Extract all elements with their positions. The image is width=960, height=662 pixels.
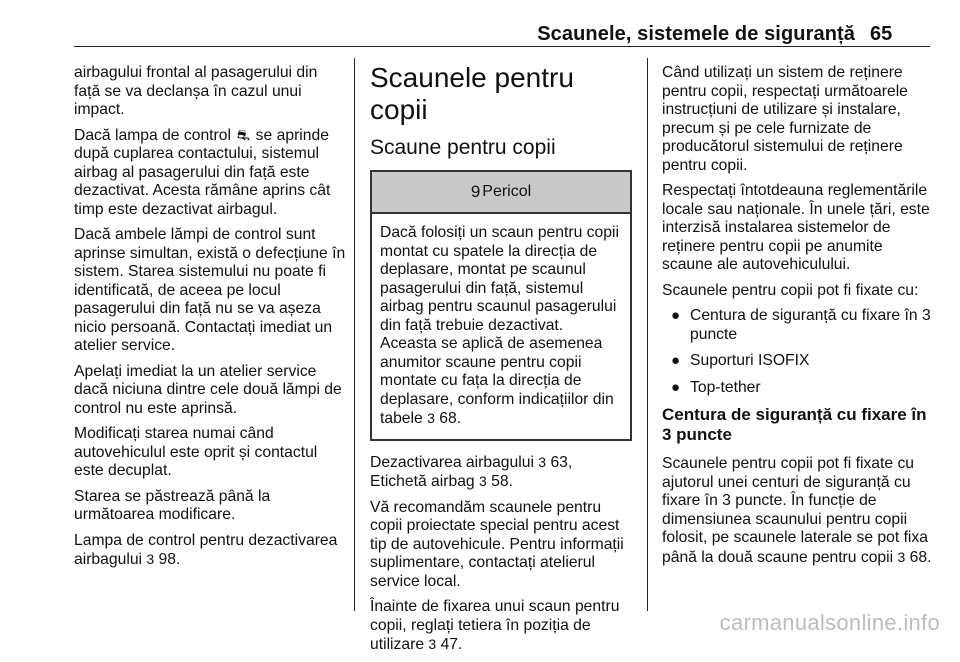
paragraph: Dezactivarea airbagului 3 63, Etichetă airbag 3 58. [370,453,573,490]
airbag-off-icon: ⛐ [236,126,250,144]
paragraph: Starea se păstrează până la următoarea modificare. [74,487,271,523]
bullet-icon: ● [671,378,681,396]
warning-icon: 9 [470,181,481,201]
page-reference-link[interactable]: 3 68. [897,548,932,566]
paragraph: Scaunele pentru copii pot fi fixate cu: [662,281,919,299]
reference-arrow-icon: 3 [897,548,906,565]
reference-arrow-icon: 3 [428,636,437,652]
bullet-list [662,307,932,397]
subsection-heading: Centura de siguranță cu fixare în 3 puncte [662,405,927,444]
bullet-icon: ● [671,352,681,369]
running-header-title: Scaunele, sistemele de siguranță [537,23,855,45]
page-number: 65 [870,23,893,45]
danger-title: Pericol [482,182,532,200]
reference-arrow-icon: 3 [146,551,155,567]
column-right [662,64,932,574]
page-reference-link[interactable]: 3 63, [538,453,573,471]
reference-arrow-icon: 3 [538,453,547,470]
page-reference-link[interactable]: 3 58. [479,473,513,490]
paragraph: Scaunele pentru copii pot fi fixate cu ajutorul unei centuri de siguranță cu fixare în 3 puncte. În funcție de dimensiunea scaunului pentru copii folosit, pe scaunele laterale se pot fixa până la două scaune pentru copii 3 68. [662,455,932,566]
page-reference-link[interactable]: 3 98. [146,551,181,568]
paragraph: Vă recomandăm scaunele pentru copii proiectate special pentru acest tip de autovehicule. Pentru informații suplimentare, contactați atelierul service local. [370,498,624,590]
column-divider-2 [647,58,648,611]
list-item: ● Suporturi ISOFIX [671,352,810,369]
paragraph: Respectați întotdeauna reglementările locale sau naționale. În unele țări, este interzisă instalarea sistemelor de reținere pentru copii pe anumite scaune ale autovehiculului. [662,182,930,273]
reference-arrow-icon: 3 [479,473,487,489]
column-left [74,64,346,577]
header-rule [74,46,930,47]
paragraph: Înainte de fixarea unui scaun pentru copii, reglați tetiera în poziția de utilizare 3 47. [370,598,620,653]
reference-arrow-icon: 3 [427,410,435,426]
page-reference-link[interactable]: 3 68. [427,410,462,427]
paragraph: Apelați imediat la un atelier service dacă niciuna dintre cele două lămpi de control nu este aprinsă. [74,362,342,417]
paragraph: Când utilizați un sistem de reținere pentru copii, respectați următoarele instrucțiuni de utilizare și instalare, precum și pe cele furnizate de producătorul sistemului de reținere pentru copii. [662,64,908,174]
paragraph: Dacă ambele lămpi de control sunt aprinse simultan, există o defecțiune în sistem. Starea sistemului nu poate fi identificată, de aceea pe locul pasagerului din față nu se va așeza nicio persoană. Contactați imediat un atelier service. [74,226,346,354]
paragraph: Dacă lampa de control ⛐ se aprinde după cuplarea contactului, sistemul airbag al pasagerului din față este dezactivat. Acesta rămâne aprins cât timp este dezactivat airbagul. [74,126,331,218]
watermark: carmanualsonline.info [719,610,940,635]
column-divider-1 [354,58,355,611]
column-middle [370,62,632,662]
paragraph: Lampa de control pentru dezactivarea airbagului 3 98. [74,531,338,568]
danger-header [372,172,630,214]
section-heading: Scaunele pentru copii [370,62,574,125]
bullet-icon: ● [671,307,681,324]
danger-text: Dacă folosiți un scaun pentru copii montat cu spatele la direcția de deplasare, montat pe scaunul pasagerului din față, sistemul airbag pentru scaunul pasagerului din față trebuie dezactivat. Aceasta se aplică de asemenea anumitor scaune pentru copii montate cu fața la direcția de deplasare, conform indicațiilor din tabele 3 68. [380,224,619,427]
subsection-heading: Scaune pentru copii [370,136,556,159]
list-item: ● Top-tether [671,378,761,396]
danger-box [370,170,632,441]
list-item: ● Centura de siguranță cu fixare în 3 puncte [671,307,931,343]
paragraph: airbagului frontal al pasagerului din față se va declanșa în cazul unui impact. [74,64,318,118]
paragraph: Modificați starea numai când autovehiculul este oprit și contactul este decuplat. [74,425,318,479]
page-reference-link[interactable]: 3 47. [428,636,463,653]
